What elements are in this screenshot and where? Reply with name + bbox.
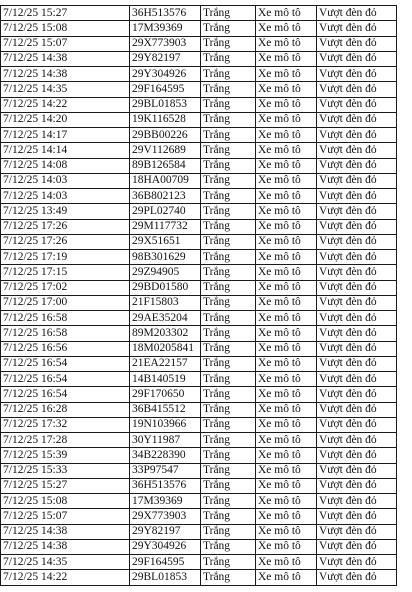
color-cell[interactable]: Trắng	[201, 219, 256, 234]
time-cell[interactable]: 7/12/25 14:35	[1, 555, 130, 570]
table-row	[1, 97, 397, 112]
table-row	[1, 555, 397, 570]
vehicle-type-cell[interactable]: Xe mô tô	[256, 128, 317, 143]
vehicle-type-cell[interactable]: Xe mô tô	[256, 570, 317, 585]
plate-cell[interactable]: 29BL01853	[130, 570, 201, 585]
plate-cell[interactable]: 29F164595	[130, 555, 201, 570]
violation-cell[interactable]: Vượt đèn đỏ	[317, 21, 397, 36]
violation-cell[interactable]: Vượt đèn đỏ	[317, 189, 397, 204]
violation-cell[interactable]: Vượt đèn đỏ	[317, 478, 397, 493]
vehicle-type-cell[interactable]: Xe mô tô	[256, 234, 317, 249]
table-row	[1, 265, 397, 280]
violation-cell[interactable]: Vượt đèn đỏ	[317, 143, 397, 158]
color-cell[interactable]: Trắng	[201, 36, 256, 51]
violations-table-body	[1, 6, 397, 586]
vehicle-type-cell[interactable]: Xe mô tô	[256, 189, 317, 204]
table-row	[1, 82, 397, 97]
color-cell[interactable]: Trắng	[201, 509, 256, 524]
plate-cell[interactable]: 18HA00709	[130, 173, 201, 188]
violation-cell[interactable]: Vượt đèn đỏ	[317, 494, 397, 509]
vehicle-type-cell[interactable]: Xe mô tô	[256, 356, 317, 371]
plate-cell[interactable]: 36H513576	[130, 6, 201, 21]
color-cell[interactable]: Trắng	[201, 402, 256, 417]
plate-cell[interactable]: 29Y304926	[130, 67, 201, 82]
plate-cell[interactable]: 89M203302	[130, 326, 201, 341]
color-cell[interactable]: Trắng	[201, 97, 256, 112]
violation-cell[interactable]: Vượt đèn đỏ	[317, 539, 397, 554]
table-row	[1, 112, 397, 127]
color-cell[interactable]: Trắng	[201, 250, 256, 265]
table-row	[1, 6, 397, 21]
plate-cell[interactable]: 29BB00226	[130, 128, 201, 143]
plate-cell[interactable]: 36B415512	[130, 402, 201, 417]
vehicle-type-cell[interactable]: Xe mô tô	[256, 539, 317, 554]
plate-cell[interactable]: 29BD01580	[130, 280, 201, 295]
color-cell[interactable]: Trắng	[201, 295, 256, 310]
violation-cell[interactable]: Vượt đèn đỏ	[317, 570, 397, 585]
violation-cell[interactable]: Vượt đèn đỏ	[317, 112, 397, 127]
time-cell[interactable]: 7/12/25 15:27	[1, 478, 130, 493]
plate-cell[interactable]: 18M0205841	[130, 341, 201, 356]
vehicle-type-cell[interactable]: Xe mô tô	[256, 478, 317, 493]
table-row	[1, 341, 397, 356]
table-row	[1, 295, 397, 310]
table-row	[1, 417, 397, 432]
table-row	[1, 433, 397, 448]
time-cell[interactable]: 7/12/25 15:39	[1, 448, 130, 463]
color-cell[interactable]: Trắng	[201, 448, 256, 463]
table-row	[1, 326, 397, 341]
plate-cell[interactable]: 36B802123	[130, 189, 201, 204]
plate-cell[interactable]: 29F164595	[130, 82, 201, 97]
vehicle-type-cell[interactable]: Xe mô tô	[256, 387, 317, 402]
plate-cell[interactable]: 29Y82197	[130, 51, 201, 66]
table-row	[1, 234, 397, 249]
table-row	[1, 570, 397, 585]
violation-cell[interactable]: Vượt đèn đỏ	[317, 219, 397, 234]
time-cell[interactable]: 7/12/25 17:02	[1, 280, 130, 295]
vehicle-type-cell[interactable]: Xe mô tô	[256, 448, 317, 463]
plate-cell[interactable]: 17M39369	[130, 21, 201, 36]
vehicle-type-cell[interactable]: Xe mô tô	[256, 509, 317, 524]
violation-cell[interactable]: Vượt đèn đỏ	[317, 433, 397, 448]
plate-cell[interactable]: 19N103966	[130, 417, 201, 432]
color-cell[interactable]: Trắng	[201, 21, 256, 36]
color-cell[interactable]: Trắng	[201, 539, 256, 554]
time-cell[interactable]: 7/12/25 15:08	[1, 494, 130, 509]
violation-cell[interactable]: Vượt đèn đỏ	[317, 295, 397, 310]
plate-cell[interactable]: 19K116528	[130, 112, 201, 127]
plate-cell[interactable]: 29Y82197	[130, 524, 201, 539]
table-row	[1, 539, 397, 554]
violation-cell[interactable]: Vượt đèn đỏ	[317, 463, 397, 478]
vehicle-type-cell[interactable]: Xe mô tô	[256, 372, 317, 387]
color-cell[interactable]: Trắng	[201, 234, 256, 249]
violation-cell[interactable]: Vượt đèn đỏ	[317, 448, 397, 463]
table-row	[1, 372, 397, 387]
vehicle-type-cell[interactable]: Xe mô tô	[256, 67, 317, 82]
vehicle-type-cell[interactable]: Xe mô tô	[256, 494, 317, 509]
time-cell[interactable]: 7/12/25 17:26	[1, 219, 130, 234]
time-cell[interactable]: 7/12/25 17:15	[1, 265, 130, 280]
table-row	[1, 524, 397, 539]
violation-cell[interactable]: Vượt đèn đỏ	[317, 265, 397, 280]
vehicle-type-cell[interactable]: Xe mô tô	[256, 326, 317, 341]
plate-cell[interactable]: 33P97547	[130, 463, 201, 478]
table-row	[1, 509, 397, 524]
time-cell[interactable]: 7/12/25 17:00	[1, 295, 130, 310]
vehicle-type-cell[interactable]: Xe mô tô	[256, 219, 317, 234]
color-cell[interactable]: Trắng	[201, 356, 256, 371]
time-cell[interactable]: 7/12/25 14:03	[1, 173, 130, 188]
color-cell[interactable]: Trắng	[201, 6, 256, 21]
color-cell[interactable]: Trắng	[201, 555, 256, 570]
time-cell[interactable]: 7/12/25 16:28	[1, 402, 130, 417]
time-cell[interactable]: 7/12/25 15:08	[1, 21, 130, 36]
violation-cell[interactable]: Vượt đèn đỏ	[317, 36, 397, 51]
color-cell[interactable]: Trắng	[201, 82, 256, 97]
color-cell[interactable]: Trắng	[201, 189, 256, 204]
plate-cell[interactable]: 29Y304926	[130, 539, 201, 554]
table-row	[1, 356, 397, 371]
plate-cell[interactable]: 29M117732	[130, 219, 201, 234]
color-cell[interactable]: Trắng	[201, 128, 256, 143]
time-cell[interactable]: 7/12/25 16:58	[1, 311, 130, 326]
violation-cell[interactable]: Vượt đèn đỏ	[317, 173, 397, 188]
vehicle-type-cell[interactable]: Xe mô tô	[256, 97, 317, 112]
violation-cell[interactable]: Vượt đèn đỏ	[317, 67, 397, 82]
vehicle-type-cell[interactable]: Xe mô tô	[256, 82, 317, 97]
color-cell[interactable]: Trắng	[201, 387, 256, 402]
table-row	[1, 189, 397, 204]
color-cell[interactable]: Trắng	[201, 112, 256, 127]
violation-cell[interactable]: Vượt đèn đỏ	[317, 372, 397, 387]
time-cell[interactable]: 7/12/25 14:22	[1, 97, 130, 112]
violation-cell[interactable]: Vượt đèn đỏ	[317, 234, 397, 249]
violations-table	[0, 5, 397, 586]
plate-cell[interactable]: 14B140519	[130, 372, 201, 387]
plate-cell[interactable]: 21EA22157	[130, 356, 201, 371]
plate-cell[interactable]: 89B126584	[130, 158, 201, 173]
violation-cell[interactable]: Vượt đèn đỏ	[317, 555, 397, 570]
color-cell[interactable]: Trắng	[201, 204, 256, 219]
time-cell[interactable]: 7/12/25 16:54	[1, 356, 130, 371]
vehicle-type-cell[interactable]: Xe mô tô	[256, 250, 317, 265]
color-cell[interactable]: Trắng	[201, 51, 256, 66]
time-cell[interactable]: 7/12/25 14:38	[1, 51, 130, 66]
table-row	[1, 463, 397, 478]
plate-cell[interactable]: 29F170650	[130, 387, 201, 402]
table-row	[1, 158, 397, 173]
time-cell[interactable]: 7/12/25 16:56	[1, 341, 130, 356]
color-cell[interactable]: Trắng	[201, 570, 256, 585]
violation-cell[interactable]: Vượt đèn đỏ	[317, 402, 397, 417]
table-row	[1, 67, 397, 82]
plate-cell[interactable]: 98B301629	[130, 250, 201, 265]
vehicle-type-cell[interactable]: Xe mô tô	[256, 341, 317, 356]
table-row	[1, 311, 397, 326]
time-cell[interactable]: 7/12/25 14:03	[1, 189, 130, 204]
vehicle-type-cell[interactable]: Xe mô tô	[256, 265, 317, 280]
plate-cell[interactable]: 29Z94905	[130, 265, 201, 280]
color-cell[interactable]: Trắng	[201, 341, 256, 356]
table-row	[1, 494, 397, 509]
color-cell[interactable]: Trắng	[201, 280, 256, 295]
violation-cell[interactable]: Vượt đèn đỏ	[317, 82, 397, 97]
plate-cell[interactable]: 29X773903	[130, 509, 201, 524]
table-row	[1, 280, 397, 295]
plate-cell[interactable]: 17M39369	[130, 494, 201, 509]
plate-cell[interactable]: 29V112689	[130, 143, 201, 158]
violation-cell[interactable]: Vượt đèn đỏ	[317, 280, 397, 295]
violation-cell[interactable]: Vượt đèn đỏ	[317, 387, 397, 402]
vehicle-type-cell[interactable]: Xe mô tô	[256, 36, 317, 51]
plate-cell[interactable]: 21F15803	[130, 295, 201, 310]
vehicle-type-cell[interactable]: Xe mô tô	[256, 311, 317, 326]
color-cell[interactable]: Trắng	[201, 478, 256, 493]
time-cell[interactable]: 7/12/25 16:54	[1, 372, 130, 387]
time-cell[interactable]: 7/12/25 16:54	[1, 387, 130, 402]
table-row	[1, 402, 397, 417]
plate-cell[interactable]: 29PL02740	[130, 204, 201, 219]
plate-cell[interactable]: 29X773903	[130, 36, 201, 51]
vehicle-type-cell[interactable]: Xe mô tô	[256, 280, 317, 295]
color-cell[interactable]: Trắng	[201, 494, 256, 509]
violation-cell[interactable]: Vượt đèn đỏ	[317, 326, 397, 341]
table-row	[1, 128, 397, 143]
violation-cell[interactable]: Vượt đèn đỏ	[317, 250, 397, 265]
violation-cell[interactable]: Vượt đèn đỏ	[317, 158, 397, 173]
table-row	[1, 250, 397, 265]
time-cell[interactable]: 7/12/25 17:28	[1, 433, 130, 448]
time-cell[interactable]: 7/12/25 14:20	[1, 112, 130, 127]
time-cell[interactable]: 7/12/25 14:35	[1, 82, 130, 97]
vehicle-type-cell[interactable]: Xe mô tô	[256, 158, 317, 173]
color-cell[interactable]: Trắng	[201, 311, 256, 326]
time-cell[interactable]: 7/12/25 14:38	[1, 524, 130, 539]
vehicle-type-cell[interactable]: Xe mô tô	[256, 555, 317, 570]
color-cell[interactable]: Trắng	[201, 67, 256, 82]
violation-cell[interactable]: Vượt đèn đỏ	[317, 204, 397, 219]
time-cell[interactable]: 7/12/25 14:14	[1, 143, 130, 158]
vehicle-type-cell[interactable]: Xe mô tô	[256, 402, 317, 417]
table-row	[1, 21, 397, 36]
time-cell[interactable]: 7/12/25 15:07	[1, 36, 130, 51]
plate-cell[interactable]: 34B228390	[130, 448, 201, 463]
time-cell[interactable]: 7/12/25 15:33	[1, 463, 130, 478]
color-cell[interactable]: Trắng	[201, 158, 256, 173]
time-cell[interactable]: 7/12/25 14:17	[1, 128, 130, 143]
plate-cell[interactable]: 29BL01853	[130, 97, 201, 112]
table-row	[1, 448, 397, 463]
time-cell[interactable]: 7/12/25 14:38	[1, 539, 130, 554]
table-row	[1, 387, 397, 402]
vehicle-type-cell[interactable]: Xe mô tô	[256, 112, 317, 127]
plate-cell[interactable]: 30Y11987	[130, 433, 201, 448]
color-cell[interactable]: Trắng	[201, 433, 256, 448]
table-row	[1, 219, 397, 234]
vehicle-type-cell[interactable]: Xe mô tô	[256, 6, 317, 21]
time-cell[interactable]: 7/12/25 15:07	[1, 509, 130, 524]
violation-cell[interactable]: Vượt đèn đỏ	[317, 356, 397, 371]
violation-cell[interactable]: Vượt đèn đỏ	[317, 509, 397, 524]
color-cell[interactable]: Trắng	[201, 372, 256, 387]
time-cell[interactable]: 7/12/25 16:58	[1, 326, 130, 341]
time-cell[interactable]: 7/12/25 14:08	[1, 158, 130, 173]
color-cell[interactable]: Trắng	[201, 463, 256, 478]
color-cell[interactable]: Trắng	[201, 143, 256, 158]
color-cell[interactable]: Trắng	[201, 173, 256, 188]
vehicle-type-cell[interactable]: Xe mô tô	[256, 524, 317, 539]
plate-cell[interactable]: 36H513576	[130, 478, 201, 493]
time-cell[interactable]: 7/12/25 17:19	[1, 250, 130, 265]
plate-cell[interactable]: 29AE35204	[130, 311, 201, 326]
time-cell[interactable]: 7/12/25 15:27	[1, 6, 130, 21]
color-cell[interactable]: Trắng	[201, 524, 256, 539]
vehicle-type-cell[interactable]: Xe mô tô	[256, 463, 317, 478]
vehicle-type-cell[interactable]: Xe mô tô	[256, 173, 317, 188]
table-row	[1, 143, 397, 158]
violation-cell[interactable]: Vượt đèn đỏ	[317, 6, 397, 21]
violation-cell[interactable]: Vượt đèn đỏ	[317, 341, 397, 356]
time-cell[interactable]: 7/12/25 14:38	[1, 67, 130, 82]
vehicle-type-cell[interactable]: Xe mô tô	[256, 51, 317, 66]
violation-cell[interactable]: Vượt đèn đỏ	[317, 97, 397, 112]
table-row	[1, 36, 397, 51]
violation-cell[interactable]: Vượt đèn đỏ	[317, 311, 397, 326]
time-cell[interactable]: 7/12/25 14:22	[1, 570, 130, 585]
table-row	[1, 204, 397, 219]
table-row	[1, 51, 397, 66]
violation-cell[interactable]: Vượt đèn đỏ	[317, 51, 397, 66]
vehicle-type-cell[interactable]: Xe mô tô	[256, 21, 317, 36]
table-row	[1, 478, 397, 493]
vehicle-type-cell[interactable]: Xe mô tô	[256, 433, 317, 448]
vehicle-type-cell[interactable]: Xe mô tô	[256, 295, 317, 310]
plate-cell[interactable]: 29X51651	[130, 234, 201, 249]
time-cell[interactable]: 7/12/25 13:49	[1, 204, 130, 219]
color-cell[interactable]: Trắng	[201, 326, 256, 341]
violation-cell[interactable]: Vượt đèn đỏ	[317, 128, 397, 143]
violation-cell[interactable]: Vượt đèn đỏ	[317, 417, 397, 432]
color-cell[interactable]: Trắng	[201, 417, 256, 432]
color-cell[interactable]: Trắng	[201, 265, 256, 280]
table-row	[1, 173, 397, 188]
violation-cell[interactable]: Vượt đèn đỏ	[317, 524, 397, 539]
time-cell[interactable]: 7/12/25 17:32	[1, 417, 130, 432]
vehicle-type-cell[interactable]: Xe mô tô	[256, 417, 317, 432]
vehicle-type-cell[interactable]: Xe mô tô	[256, 143, 317, 158]
time-cell[interactable]: 7/12/25 17:26	[1, 234, 130, 249]
vehicle-type-cell[interactable]: Xe mô tô	[256, 204, 317, 219]
